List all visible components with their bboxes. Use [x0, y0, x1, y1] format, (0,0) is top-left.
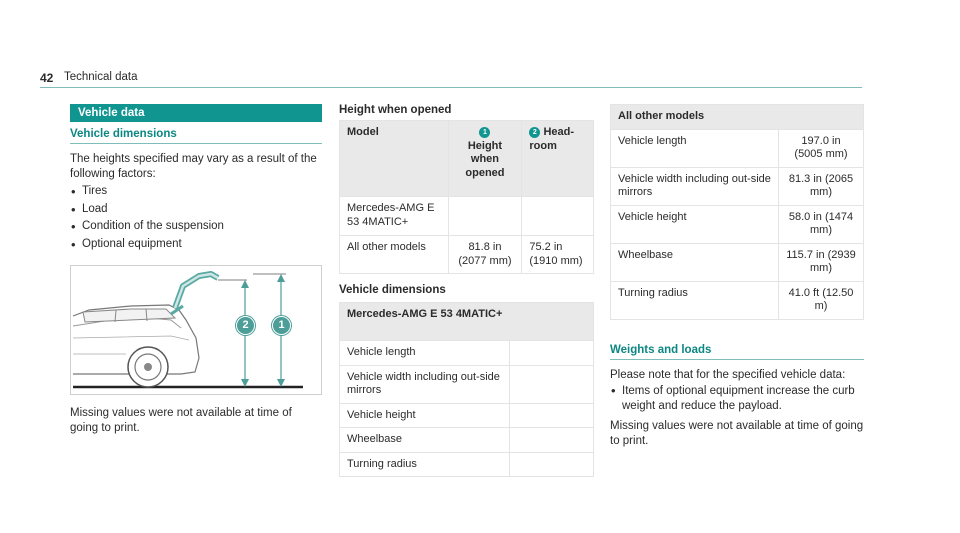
table-row — [340, 403, 594, 428]
cell-value: 197.0 in (5005 mm) — [779, 129, 864, 167]
weights-list — [610, 384, 864, 413]
factor-list — [70, 183, 322, 253]
page-header — [40, 70, 862, 88]
cell-value — [510, 452, 594, 477]
list-item: • Optional equipment — [70, 236, 322, 254]
table-row — [340, 341, 594, 366]
col-header-model: All other models — [611, 105, 864, 130]
vehicle-dimensions-table — [339, 302, 594, 477]
cell-label: Vehicle width including out-side mirrors — [611, 167, 779, 205]
table-row — [611, 129, 864, 167]
table-row — [340, 197, 594, 236]
cell-height — [448, 197, 522, 236]
weights-intro: Please note that for the specified vehicle data: — [610, 368, 846, 381]
cell-label: Turning radius — [611, 281, 779, 319]
cell-label: Turning radius — [340, 452, 510, 477]
col-header-model: Model — [340, 121, 449, 197]
cell-value — [510, 341, 594, 366]
cell-model: Mercedes-AMG E 53 4MATIC+ — [340, 197, 449, 236]
table-row — [611, 167, 864, 205]
page-number: 42 — [40, 71, 54, 85]
col-header-headroom — [522, 121, 594, 197]
vehicle-dimensions-title: Vehicle dimensions — [339, 284, 446, 296]
height-opened-table — [339, 120, 594, 274]
cell-value — [510, 365, 594, 403]
marker-1-icon: 1 — [479, 127, 490, 138]
right-column — [610, 104, 864, 448]
middle-column — [339, 104, 594, 477]
marker-2-icon: 2 — [236, 316, 255, 335]
left-column — [70, 104, 322, 435]
table-row — [340, 428, 594, 453]
table-header-row — [611, 105, 864, 130]
list-item: • Load — [70, 201, 322, 219]
vehicle-data-banner: Vehicle data — [70, 104, 322, 122]
cell-label: Vehicle height — [611, 205, 779, 243]
col-header-height — [448, 121, 522, 197]
table-header-row — [340, 303, 594, 341]
col-header-model: Mercedes-AMG E 53 4MATIC+ — [340, 303, 594, 341]
cell-headroom — [522, 197, 594, 236]
col-header-height-label: Height when opened — [465, 139, 505, 179]
height-opened-title: Height when opened — [339, 104, 452, 116]
cell-value: 41.0 ft (12.50 m) — [779, 281, 864, 319]
cell-label: Vehicle length — [340, 341, 510, 366]
cell-headroom: 75.2 in (1910 mm) — [522, 236, 594, 274]
table-row — [611, 281, 864, 319]
cell-value: 81.3 in (2065 mm) — [779, 167, 864, 205]
cell-value — [510, 428, 594, 453]
table-row — [340, 452, 594, 477]
col-header-headroom-label: Head-room — [529, 126, 574, 152]
table-row — [340, 236, 594, 274]
table-header-row — [340, 121, 594, 197]
cell-height: 81.8 in (2077 mm) — [448, 236, 522, 274]
other-models-table — [610, 104, 864, 320]
table-row — [340, 365, 594, 403]
cell-label: Vehicle length — [611, 129, 779, 167]
cell-value: 115.7 in (2939 mm) — [779, 243, 864, 281]
cell-value — [510, 403, 594, 428]
vehicle-height-illustration — [70, 265, 322, 395]
cell-label: Wheelbase — [340, 428, 510, 453]
marker-1-icon: 1 — [272, 316, 291, 335]
cell-model: All other models — [340, 236, 449, 274]
missing-values-note: Missing values were not available at time of going to print. — [70, 407, 292, 434]
table-row — [611, 205, 864, 243]
weights-and-loads-heading: Weights and loads — [610, 344, 864, 360]
cell-label: Vehicle height — [340, 403, 510, 428]
marker-2-icon: 2 — [529, 127, 540, 138]
cell-value: 58.0 in (1474 mm) — [779, 205, 864, 243]
missing-values-note: Missing values were not available at time of going to print. — [610, 420, 864, 447]
intro-text: The heights specified may vary as a result of the following factors: — [70, 153, 317, 180]
vehicle-dimensions-heading: Vehicle dimensions — [70, 128, 322, 144]
page-section-title: Technical data — [64, 71, 138, 83]
table-row — [611, 243, 864, 281]
cell-label: Vehicle width including out-side mirrors — [340, 365, 510, 403]
cell-label: Wheelbase — [611, 243, 779, 281]
list-item: • Tires — [70, 183, 322, 201]
list-item: • Items of optional equipment increase the curb weight and reduce the payload. — [610, 384, 864, 413]
list-item: • Condition of the suspension — [70, 218, 322, 236]
